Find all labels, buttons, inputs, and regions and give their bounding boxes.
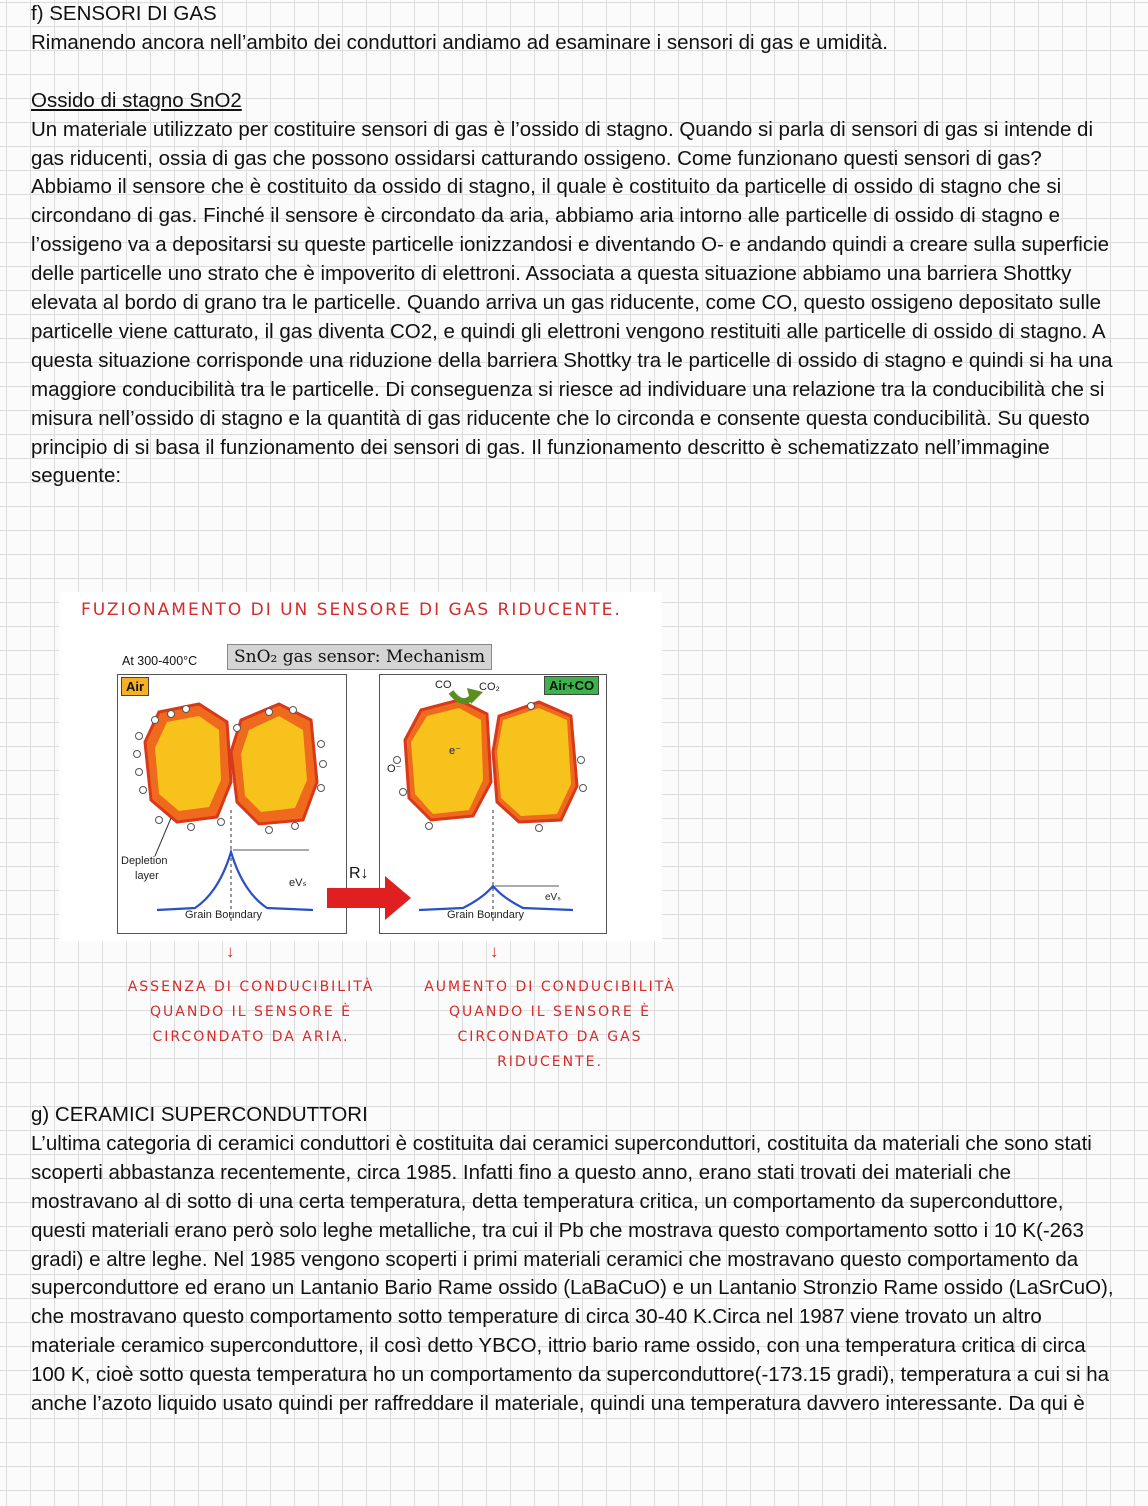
note-left-line-2: QUANDO IL SENSORE È <box>150 1004 352 1020</box>
note-left-line-3: CIRCONDATO DA ARIA. <box>152 1029 350 1045</box>
arrow-down-left: ↓ <box>226 942 235 961</box>
transition-arrow <box>327 876 411 920</box>
section-superconductors <box>31 1101 1121 1419</box>
figure-handwritten-title: FUZIONAMENTO DI UN SENSORE DI GAS RIDUCENTE. <box>81 600 622 620</box>
mechanism-label: SnO₂ gas sensor: Mechanism <box>227 644 492 670</box>
depletion-label-1: Depletion <box>121 855 168 867</box>
oxygen-label: O⁻ <box>387 763 402 775</box>
note-increased-conductivity <box>420 975 680 1075</box>
section-g-body: L’ultima categoria di ceramici conduttori è costituita dai ceramici superconduttori, costituita da materiali che sono stati scoperti abbastanza recentemente, circa 1985. Infatti fino a questo anno, erano stati trovati dei materiali che mostravano al di sotto di una certa temperatura, detta temperatura critica, un comportamento da superconduttore, questi materiali erano però solo leghe metalliche, tra cui il Pb che mostrava questo comportamento sotto i 10 K(-263 gradi) e altre leghe. Nel 1985 vengono scoperti i primi materiali ceramici che mostravano questo comportamento da superconduttore ed erano un Lantanio Bario Rame ossido (LaBaCuO) e un Lantanio Stronzio Rame ossido (LaSrCuO), che mostravano questo comportamento sotto temperature di circa 30-40 K.Circa nel 1987 viene trovato un altro materiale ceramico superconduttore, il così detto YBCO, ittrio bario rame ossido, con una temperatura critica di circa 100 K, cioè sotto questa temperatura ho un comportamento da superconduttore(-173.15 gradi), temperatura a cui si ha anche l’azoto liquido usato quindi per raffreddare il materiale, quindi una temperatura davvero interessante. Da qui è <box>31 1131 1114 1416</box>
ev-label-right: eVₛ <box>545 892 561 903</box>
co2-label: CO₂ <box>479 681 500 693</box>
ev-label-left: eVₛ <box>289 877 307 889</box>
section-f-intro: Rimanendo ancora nell’ambito dei conduttori andiamo ad esaminare i sensori di gas e umidità. <box>31 30 888 54</box>
section-f-body: Un materiale utilizzato per costituire sensori di gas è l’ossido di stagno. Quando si parla di sensori di gas si intende di gas riducenti, ossia di gas che possono ossidarsi catturando ossigeno. Come funzionano questi sensori di gas? Abbiamo il sensore che è costituito da ossido di stagno, il quale è costituito da particelle di ossido di stagno che si circondano di gas. Finché il sensore è circondato da aria, abbiamo aria intorno alle particelle di ossido di stagno e l’ossigeno va a depositarsi su queste particelle ionizzandosi e diventando O- e andando quindi a creare sulla superficie delle particelle uno strato che è impoverito di elettroni. Associata a questa situazione abbiamo una barriera Shottky elevata al bordo di grano tra le particelle. Quando arriva un gas riducente, come CO, questo ossigeno depositato sulle particelle viene catturato, il gas diventa CO2, e quindi gli elettroni vengono restituiti alle particelle di ossido di stagno. A questa situazione corrisponde una riduzione della barriera Shottky tra le particelle di ossido di stagno e quindi si ha una maggiore conducibilità tra le particelle. Di conseguenza si riesce ad individuare una relazione tra la conducibilità che si misura nell’ossido di stagno e la quantità di gas riducente che lo circonda e consente questa conducibilità. Su questo principio di si basa il funzionamento dei sensori di gas. Il funzionamento descritto è schematizzato nell’immagine seguente: <box>31 117 1113 488</box>
section-g-title: g) CERAMICI SUPERCONDUTTORI <box>31 1103 368 1126</box>
grain-boundary-left: Grain Boundary <box>185 909 263 921</box>
note-left-line-1: ASSENZA DI CONDUCIBILITÀ <box>127 979 375 995</box>
temperature-label: At 300-400°C <box>122 654 198 668</box>
arrow-down-right: ↓ <box>490 942 499 961</box>
section-gas-sensors <box>31 0 1121 491</box>
grain-right-2 <box>493 702 577 822</box>
depletion-label-2: layer <box>135 870 159 882</box>
co-label: CO <box>435 679 452 691</box>
mechanism-diagram <box>59 592 662 942</box>
grain-left-2 <box>231 704 317 824</box>
note-right-line-1: AUMENTO DI CONDUCIBILITÀ <box>424 979 676 995</box>
grain-boundary-right: Grain Boundary <box>447 909 525 921</box>
spacer <box>31 58 1121 87</box>
grain-right-1 <box>405 700 491 820</box>
electron-label: e⁻ <box>449 745 461 757</box>
note-right-line-3: CIRCONDATO DA GAS <box>457 1029 643 1045</box>
note-right-line-2: QUANDO IL SENSORE È <box>449 1004 651 1020</box>
note-no-conductivity <box>116 975 386 1050</box>
air-co-tag: Air+CO <box>544 676 599 695</box>
gas-sensor-figure <box>59 592 662 942</box>
air-tag: Air <box>121 677 149 696</box>
depletion-pointer <box>155 818 171 856</box>
section-f-subtitle: Ossido di stagno SnO2 <box>31 88 242 112</box>
resistance-decrease-label: R↓ <box>349 865 369 882</box>
note-right-line-4: RIDUCENTE. <box>497 1054 603 1070</box>
section-f-title: f) SENSORI DI GAS <box>31 2 217 25</box>
